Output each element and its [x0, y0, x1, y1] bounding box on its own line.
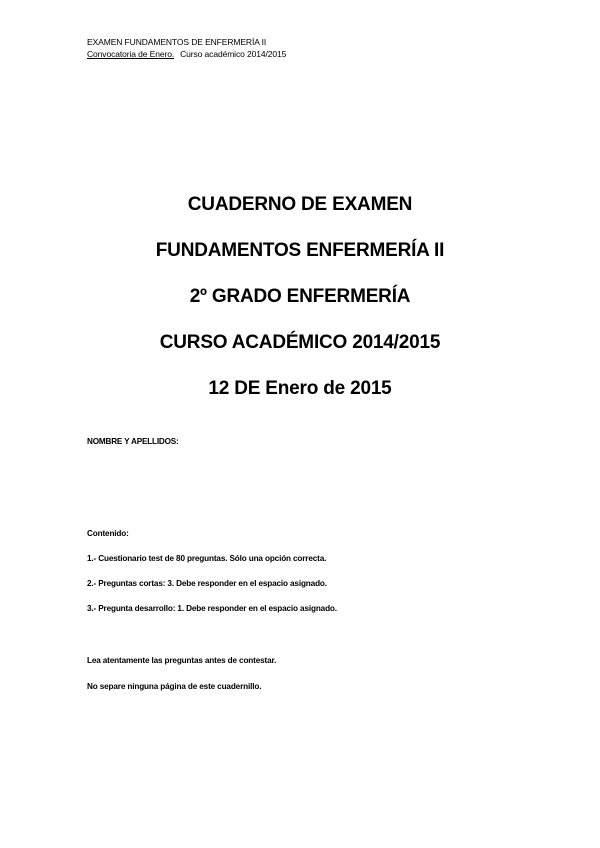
cover-title-block	[0, 193, 600, 401]
title-line-academic-year: CURSO ACADÉMICO 2014/2015	[159, 332, 441, 353]
convocatoria-label: Convocatoria de Enero.	[87, 49, 175, 59]
name-field-label: NOMBRE Y APELLIDOS:	[87, 437, 179, 446]
course-year-label: Curso académico 2014/2015	[180, 49, 287, 59]
header-subline	[87, 48, 286, 60]
contents-item-essay: 3.- Pregunta desarrollo: 1. Debe responder en el espacio asignado.	[87, 604, 337, 613]
contents-heading: Contenido:	[87, 529, 129, 538]
contents-item-short-questions: 2.- Preguntas cortas: 3. Debe responder en el espacio asignado.	[87, 579, 327, 588]
page-header	[87, 36, 286, 60]
instruction-read-carefully: Lea atentamente las preguntas antes de contestar.	[87, 656, 277, 665]
instruction-do-not-separate: No separe ninguna página de este cuadernillo.	[87, 682, 262, 691]
title-line-notebook: CUADERNO DE EXAMEN	[187, 194, 413, 215]
contents-item-test: 1.- Cuestionario test de 80 preguntas. Sólo una opción correcta.	[87, 554, 327, 563]
title-line-degree: 2º GRADO ENFERMERÍA	[189, 286, 411, 307]
title-line-date: 12 DE Enero de 2015	[208, 378, 392, 399]
exam-title-header: EXAMEN FUNDAMENTOS DE ENFERMERÍA II	[87, 37, 267, 47]
title-line-subject: FUNDAMENTOS ENFERMERÍA II	[155, 240, 445, 261]
